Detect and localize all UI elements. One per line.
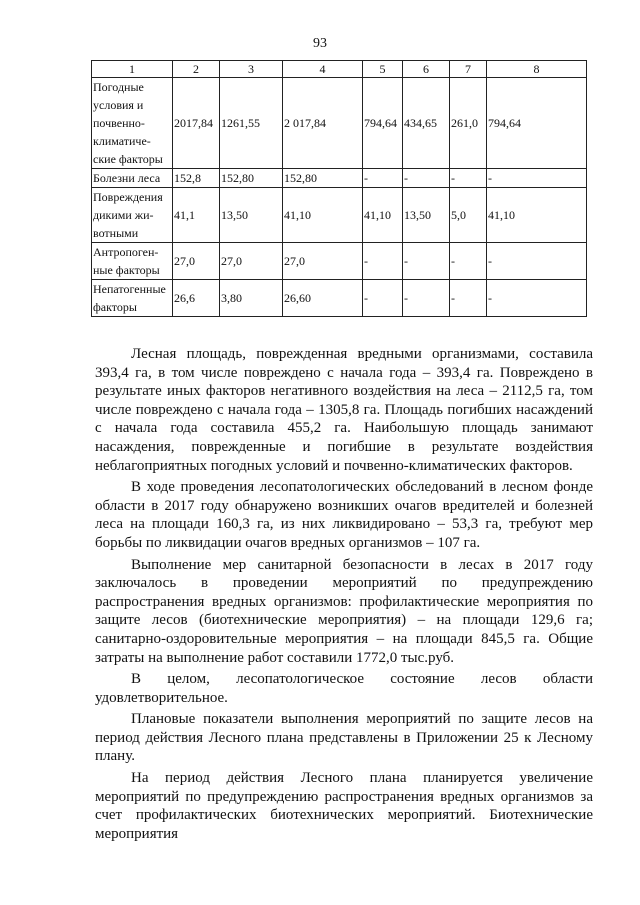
table-cell: 41,10 — [283, 188, 363, 243]
table-row — [92, 78, 587, 169]
header-cell: 5 — [363, 61, 403, 78]
forest-damage-table — [91, 60, 587, 317]
table-cell: 41,10 — [363, 188, 403, 243]
paragraph: Выполнение мер санитарной безопасности в лесах в 2017 году заключалось в проведении мероприятий по предупреждению распространения вредных организмов: профилактические мероприятия по защите лесов (биотехнические мероприятия) – на площади 129,6 га; санитарно-оздоровительные мероприятия – на площади 845,5 га. Общие затраты на выполнение работ составили 1772,0 тыс.руб. — [95, 556, 593, 666]
table-cell: 27,0 — [173, 243, 220, 280]
table-cell: - — [363, 280, 403, 317]
table-cell: - — [450, 280, 487, 317]
table-cell: 152,80 — [220, 169, 283, 188]
table-cell: 1261,55 — [220, 78, 283, 169]
row-label: Погодные условия и почвенно- климатиче- ские факторы — [92, 78, 173, 169]
table-cell: 27,0 — [283, 243, 363, 280]
table-cell: 794,64 — [363, 78, 403, 169]
paragraph: На период действия Лесного плана планируется увеличение мероприятий по предупреждению распространения вредных организмов за счет профилактических биотехнических мероприятий. Биотехнические мероприятия — [95, 770, 593, 842]
table-cell: - — [403, 243, 450, 280]
header-cell: 4 — [283, 61, 363, 78]
row-label: Болезни леса — [92, 169, 173, 188]
table-row — [92, 188, 587, 243]
paragraph: Плановые показатели выполнения мероприятий по защите лесов на период действия Лесного плана представлены в Приложении 25 к Лесному плану. — [95, 711, 593, 765]
table-cell: 2 017,84 — [283, 78, 363, 169]
table-cell: - — [487, 280, 587, 317]
row-label: Антропоген- ные факторы — [92, 243, 173, 280]
table-row — [92, 243, 587, 280]
table-cell: - — [487, 243, 587, 280]
table-cell: - — [450, 169, 487, 188]
row-label: Непатогенные факторы — [92, 280, 173, 317]
header-cell: 8 — [487, 61, 587, 78]
table-cell: 794,64 — [487, 78, 587, 169]
table-cell: 152,8 — [173, 169, 220, 188]
table-cell: 13,50 — [220, 188, 283, 243]
table-cell: - — [403, 169, 450, 188]
table-cell: 13,50 — [403, 188, 450, 243]
row-label: Повреждения дикими жи- вотными — [92, 188, 173, 243]
table-cell: 26,60 — [283, 280, 363, 317]
header-cell: 7 — [450, 61, 487, 78]
table-cell: 3,80 — [220, 280, 283, 317]
table-cell: 26,6 — [173, 280, 220, 317]
table-cell: 2017,84 — [173, 78, 220, 169]
body-text — [95, 345, 593, 846]
header-cell: 1 — [92, 61, 173, 78]
table-cell: - — [487, 169, 587, 188]
table-cell: - — [363, 169, 403, 188]
table-cell: - — [363, 243, 403, 280]
header-cell: 2 — [173, 61, 220, 78]
table-cell: 434,65 — [403, 78, 450, 169]
table-cell: 152,80 — [283, 169, 363, 188]
page-number: 93 — [313, 36, 327, 51]
table-cell: - — [403, 280, 450, 317]
table-header-row — [92, 61, 587, 78]
paragraph: Лесная площадь, поврежденная вредными организмами, составила 393,4 га, в том числе повреждено с начала года – 393,4 га. Повреждено в результате иных факторов негативного воздействия на леса – 2112,5 га, том числе повреждено с начала года – 1305,8 га. Площадь погибших насаждений с начала года составила 455,2 га. Наибольшую площадь занимают насаждения, поврежденные и погибшие в результате воздействия неблагоприятных погодных условий и почвенно-климатических факторов. — [95, 346, 593, 474]
table-cell: 41,10 — [487, 188, 587, 243]
table-cell: 261,0 — [450, 78, 487, 169]
table-row — [92, 169, 587, 188]
table-cell: - — [450, 243, 487, 280]
paragraph: В целом, лесопатологическое состояние лесов области удовлетворительное. — [95, 671, 593, 706]
table-cell: 27,0 — [220, 243, 283, 280]
table-cell: 5,0 — [450, 188, 487, 243]
header-cell: 3 — [220, 61, 283, 78]
table-row — [92, 280, 587, 317]
table-cell: 41,1 — [173, 188, 220, 243]
header-cell: 6 — [403, 61, 450, 78]
paragraph: В ходе проведения лесопатологических обследований в лесном фонде области в 2017 году обнаружено возникших очагов вредителей и болезней леса на площади 160,3 га, из них ликвидировано – 53,3 га, требуют мер борьбы по ликвидации очагов вредных организмов – 107 га. — [95, 479, 593, 551]
